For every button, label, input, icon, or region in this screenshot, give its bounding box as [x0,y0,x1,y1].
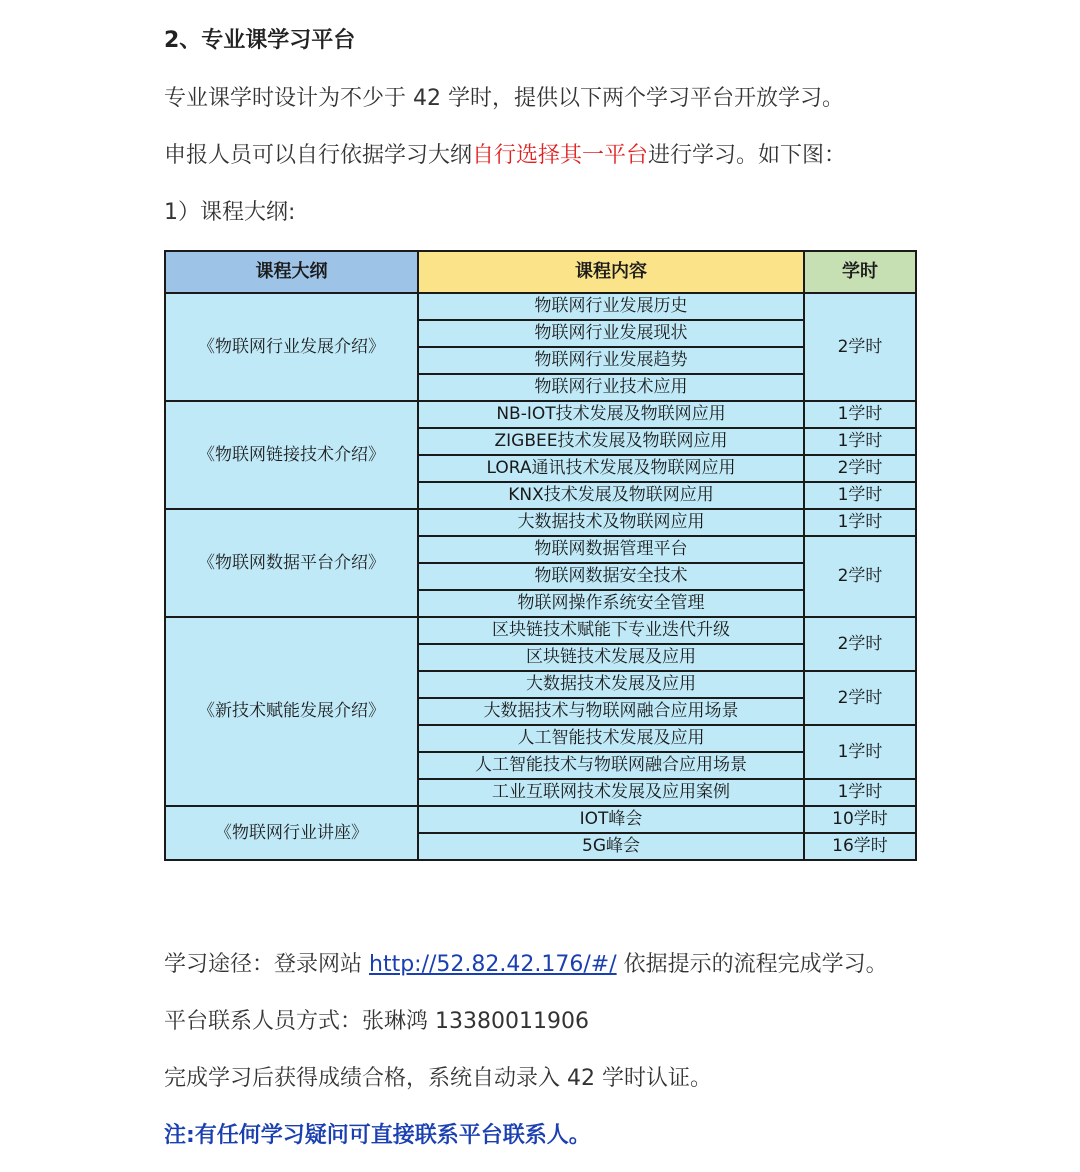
study-route-text [164,950,888,980]
table-row [165,509,916,536]
outline-section-cell: 《物联网数据平台介绍》 [165,509,418,617]
content-cell: 物联网数据安全技术 [418,563,804,590]
table-header-row [165,251,916,293]
hours-cell: 2学时 [804,536,916,617]
content-cell: 物联网行业发展趋势 [418,347,804,374]
header-content: 课程内容 [418,251,804,293]
outline-section-cell: 《新技术赋能发展介绍》 [165,617,418,806]
hours-cell: 1学时 [804,509,916,536]
study-route-suffix: 依据提示的流程完成学习。 [616,952,888,977]
hours-cell: 1学时 [804,725,916,779]
header-outline: 课程大纲 [165,251,418,293]
content-cell: IOT峰会 [418,806,804,833]
content-cell: 物联网行业发展历史 [418,293,804,320]
table-row [165,401,916,428]
content-cell: 物联网操作系统安全管理 [418,590,804,617]
hours-cell: 2学时 [804,455,916,482]
content-cell: ZIGBEE技术发展及物联网应用 [418,428,804,455]
content-cell: 大数据技术及物联网应用 [418,509,804,536]
table-row [165,617,916,644]
platform-choice-text [164,141,846,171]
content-cell: NB-IOT技术发展及物联网应用 [418,401,804,428]
platform-choice-prefix: 申报人员可以自行依据学习大纲 [164,143,473,168]
content-cell: 物联网行业发展现状 [418,320,804,347]
content-cell: 人工智能技术与物联网融合应用场景 [418,752,804,779]
content-cell: 大数据技术与物联网融合应用场景 [418,698,804,725]
course-outline-label: 1）课程大纲: [164,200,296,225]
hours-cell: 2学时 [804,671,916,725]
section-heading: 2、专业课学习平台 [164,28,356,53]
hours-cell: 1学时 [804,779,916,806]
content-cell: 工业互联网技术发展及应用案例 [418,779,804,806]
content-cell: 人工智能技术发展及应用 [418,725,804,752]
content-cell: 大数据技术发展及应用 [418,671,804,698]
outline-section-cell: 《物联网行业讲座》 [165,806,418,860]
table-row [165,806,916,833]
content-cell: 物联网行业技术应用 [418,374,804,401]
hours-cell: 1学时 [804,428,916,455]
hours-cell: 2学时 [804,293,916,401]
content-cell: 物联网数据管理平台 [418,536,804,563]
content-cell: 区块链技术赋能下专业迭代升级 [418,617,804,644]
outline-section-cell: 《物联网链接技术介绍》 [165,401,418,509]
platform-choice-highlight: 自行选择其一平台 [472,143,649,168]
content-cell: LORA通讯技术发展及物联网应用 [418,455,804,482]
content-cell: 5G峰会 [418,833,804,860]
contact-text: 平台联系人员方式：张琳鸿 13380011906 [164,1009,589,1034]
hours-requirement-text: 专业课学时设计为不少于 42 学时，提供以下两个学习平台开放学习。 [164,86,844,111]
content-cell: KNX技术发展及物联网应用 [418,482,804,509]
header-hours: 学时 [804,251,916,293]
outline-section-cell: 《物联网行业发展介绍》 [165,293,418,401]
note-text: 注:有任何学习疑问可直接联系平台联系人。 [164,1123,591,1148]
hours-cell: 1学时 [804,401,916,428]
hours-cell: 2学时 [804,617,916,671]
content-cell: 区块链技术发展及应用 [418,644,804,671]
hours-cell: 10学时 [804,806,916,833]
course-outline-table [164,250,917,861]
hours-cell: 16学时 [804,833,916,860]
completion-text: 完成学习后获得成绩合格，系统自动录入 42 学时认证。 [164,1066,712,1091]
study-site-link[interactable]: http://52.82.42.176/#/ [369,952,617,977]
platform-choice-suffix: 进行学习。如下图： [648,143,847,168]
hours-cell: 1学时 [804,482,916,509]
study-route-prefix: 学习途径：登录网站 [164,952,369,977]
table-row [165,293,916,320]
table-body [165,293,916,860]
